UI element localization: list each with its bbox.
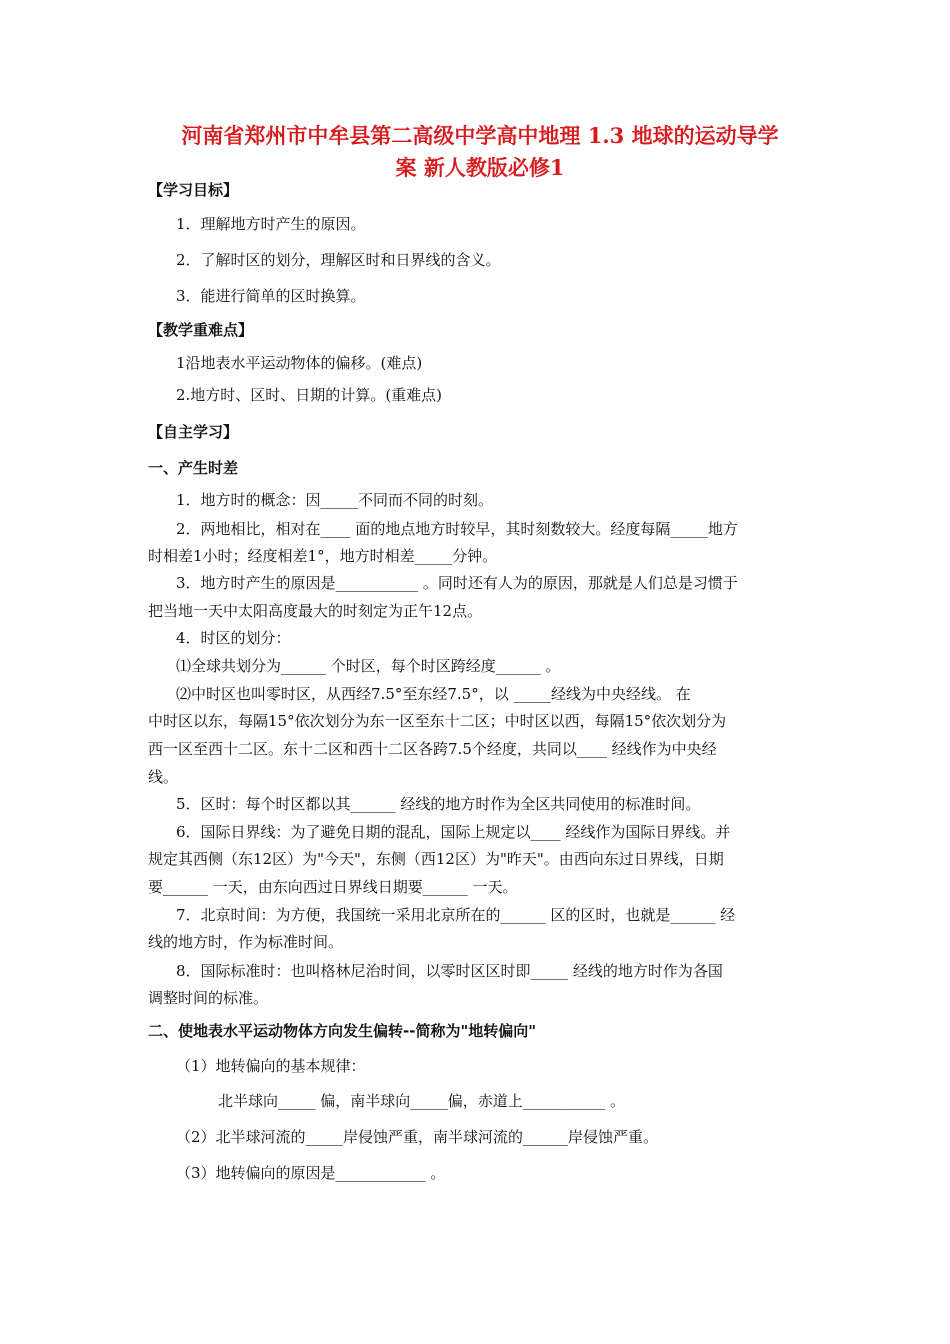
paragraph: 6．国际日界线：为了避免日期的混乱，国际上规定以____ 经线作为国际日界线。并 xyxy=(176,823,731,841)
paragraph: ⑴全球共划分为______ 个时区，每个时区跨经度______ 。 xyxy=(176,657,561,675)
key-point-item: 2.地方时、区时、日期的计算。(重难点) xyxy=(176,386,443,404)
paragraph: 时相差1小时；经度相差1°，地方时相差_____分钟。 xyxy=(148,547,498,565)
paragraph: 1．地方时的概念：因_____不同而不同的时刻。 xyxy=(176,491,494,509)
paragraph: 3．地方时产生的原因是___________ 。同时还有人为的原因，那就是人们总是习惯于 xyxy=(176,574,738,592)
paragraph: ⑵中时区也叫零时区，从西经7.5°至东经7.5°，以 _____经线为中央经线。 在 xyxy=(176,685,691,703)
paragraph: 要______ 一天，由东向西过日界线日期要______ 一天。 xyxy=(148,878,518,896)
key-points-heading: 【教学重难点】 xyxy=(148,321,254,339)
title-line-2: 案 新人教版必修1 xyxy=(395,155,565,180)
objective-item: 1．理解地方时产生的原因。 xyxy=(176,215,366,233)
key-point-item: 1沿地表水平运动物体的偏移。(难点) xyxy=(176,354,423,372)
paragraph: 4．时区的划分： xyxy=(176,629,291,647)
question-answer-line: 北半球向_____ 偏，南半球向_____偏，赤道上___________ 。 xyxy=(218,1092,626,1110)
paragraph: 线的地方时，作为标准时间。 xyxy=(148,933,344,951)
objective-item: 2．了解时区的划分，理解区时和日界线的含义。 xyxy=(176,251,501,269)
objective-item: 3．能进行简单的区时换算。 xyxy=(176,287,366,305)
paragraph: 8．国际标准时：也叫格林尼治时间，以零时区区时即_____ 经线的地方时作为各国 xyxy=(176,962,723,980)
section-1-heading: 一、产生时差 xyxy=(148,459,239,477)
paragraph: 中时区以东，每隔15°依次划分为东一区至东十二区；中时区以西，每隔15°依次划分为 xyxy=(148,712,727,730)
paragraph: 7．北京时间：为方便，我国统一采用北京所在的______ 区的区时，也就是______ 经 xyxy=(176,906,736,924)
section-2-heading: 二、使地表水平运动物体方向发生偏转--简称为"地转偏向" xyxy=(148,1022,537,1040)
paragraph: 2．两地相比，相对在____ 面的地点地方时较早，其时刻数较大。经度每隔_____地方 xyxy=(176,520,738,538)
question: （3）地转偏向的原因是____________ 。 xyxy=(176,1164,446,1182)
title-line-1: 河南省郑州市中牟县第二高级中学高中地理 1.3 地球的运动导学 xyxy=(181,123,779,148)
question: （1）地转偏向的基本规律： xyxy=(176,1057,366,1075)
self-study-heading: 【自主学习】 xyxy=(148,423,239,441)
paragraph: 调整时间的标准。 xyxy=(148,989,269,1007)
paragraph: 5．区时：每个时区都以其______ 经线的地方时作为全区共同使用的标准时间。 xyxy=(176,795,701,813)
paragraph: 西一区至西十二区。东十二区和西十二区各跨7.5个经度，共同以____ 经线作为中央经 xyxy=(148,740,717,758)
document-title xyxy=(140,120,820,184)
paragraph: 规定其西侧（东12区）为"今天"，东侧（西12区）为"昨天"。由西向东过日界线，日期 xyxy=(148,850,724,868)
paragraph: 线。 xyxy=(148,768,179,786)
question: （2）北半球河流的_____岸侵蚀严重，南半球河流的______岸侵蚀严重。 xyxy=(176,1128,659,1146)
paragraph: 把当地一天中太阳高度最大的时刻定为正午12点。 xyxy=(148,602,483,620)
objectives-heading: 【学习目标】 xyxy=(148,181,239,199)
